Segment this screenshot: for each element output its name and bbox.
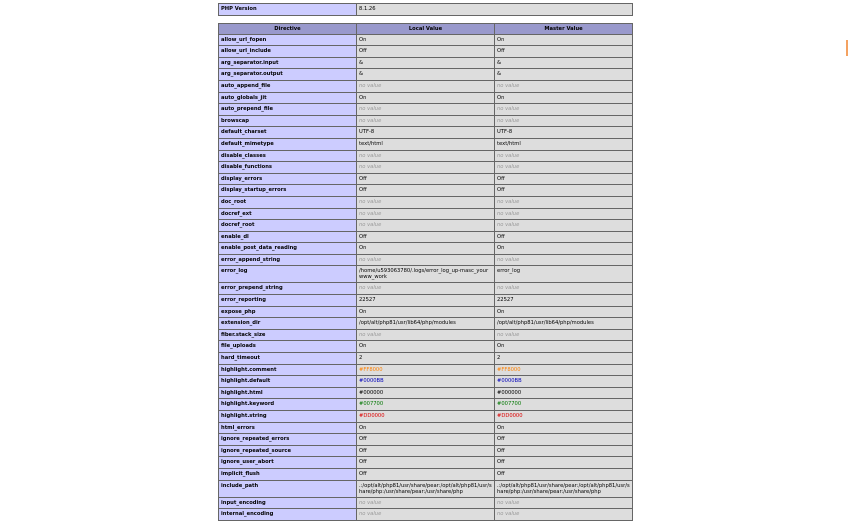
master-value: On <box>495 306 633 318</box>
phpinfo-page <box>218 3 632 521</box>
master-value <box>495 254 633 266</box>
directive-name: docref_ext <box>219 208 357 220</box>
table-row <box>219 104 633 116</box>
table-row <box>219 341 633 353</box>
local-value: Off <box>357 445 495 457</box>
directive-name: file_uploads <box>219 341 357 353</box>
directive-name: html_errors <box>219 422 357 434</box>
local-value <box>357 150 495 162</box>
directive-name: enable_dl <box>219 231 357 243</box>
directive-name: ignore_user_abort <box>219 457 357 469</box>
table-row <box>219 387 633 399</box>
no-value-text: no value <box>497 499 520 506</box>
table-row <box>219 162 633 174</box>
local-value: Off <box>357 231 495 243</box>
no-value-text: no value <box>359 256 382 263</box>
table-header-row <box>219 23 633 34</box>
directive-name: default_mimetype <box>219 138 357 150</box>
no-value-text: no value <box>359 152 382 159</box>
master-value: Off <box>495 457 633 469</box>
master-value: 2 <box>495 353 633 365</box>
directive-name: ignore_repeated_source <box>219 445 357 457</box>
directive-name: error_log <box>219 266 357 283</box>
no-value-text: no value <box>359 511 382 518</box>
no-value-text: no value <box>497 152 520 159</box>
table-row <box>219 34 633 46</box>
directive-name: hard_timeout <box>219 353 357 365</box>
no-value-text: no value <box>497 164 520 171</box>
local-value: Off <box>357 468 495 480</box>
master-value <box>495 208 633 220</box>
header-master-value: Master Value <box>495 23 633 34</box>
table-row <box>219 457 633 469</box>
header-directive: Directive <box>219 23 357 34</box>
master-value: error_log <box>495 266 633 283</box>
master-value: Off <box>495 173 633 185</box>
master-value: On <box>495 243 633 255</box>
local-value <box>357 254 495 266</box>
directive-name: highlight.keyword <box>219 399 357 411</box>
directive-name: doc_root <box>219 196 357 208</box>
local-value: Off <box>357 46 495 58</box>
master-value <box>495 220 633 232</box>
core-directives-table <box>218 23 633 521</box>
local-value: UTF-8 <box>357 127 495 139</box>
master-value <box>495 162 633 174</box>
table-row <box>219 127 633 139</box>
master-value <box>495 283 633 295</box>
directive-name: default_charset <box>219 127 357 139</box>
table-row <box>219 306 633 318</box>
table-row <box>219 115 633 127</box>
no-value-text: no value <box>497 285 520 292</box>
directive-name: disable_functions <box>219 162 357 174</box>
no-value-text: no value <box>497 256 520 263</box>
local-value <box>357 104 495 116</box>
no-value-text: no value <box>359 285 382 292</box>
master-value: On <box>495 34 633 46</box>
table-row <box>219 445 633 457</box>
directive-name: auto_prepend_file <box>219 104 357 116</box>
master-value <box>495 150 633 162</box>
local-value: 22527 <box>357 295 495 307</box>
directive-name: expose_php <box>219 306 357 318</box>
table-row <box>219 509 633 521</box>
no-value-text: no value <box>359 117 382 124</box>
master-value: #FF8000 <box>495 364 633 376</box>
directive-name: input_encoding <box>219 497 357 509</box>
directive-name: extension_dir <box>219 318 357 330</box>
local-value: #000000 <box>357 387 495 399</box>
local-value <box>357 220 495 232</box>
directive-name: allow_url_fopen <box>219 34 357 46</box>
directive-name: docref_root <box>219 220 357 232</box>
directive-name: allow_url_include <box>219 46 357 58</box>
table-row <box>219 411 633 423</box>
master-value: #DD0000 <box>495 411 633 423</box>
no-value-text: no value <box>497 331 520 338</box>
local-value: /home/u593063780/.logs/error_log_up-masc_yourwww_work <box>357 266 495 283</box>
table-row <box>219 92 633 104</box>
local-value: .:/opt/alt/php81/usr/share/pear:/opt/alt/php81/usr/share/php:/usr/share/pear:/usr/share/php <box>357 480 495 497</box>
table-row <box>219 208 633 220</box>
table-row <box>219 254 633 266</box>
php-version-label: PHP Version <box>219 4 357 16</box>
scrollbar-indicator[interactable] <box>846 40 848 56</box>
master-value <box>495 509 633 521</box>
local-value: Off <box>357 173 495 185</box>
local-value: On <box>357 341 495 353</box>
table-row <box>219 468 633 480</box>
local-value: On <box>357 243 495 255</box>
table-row <box>219 283 633 295</box>
directive-name: error_prepend_string <box>219 283 357 295</box>
php-version-value: 8.1.26 <box>357 4 633 16</box>
local-value: #0000BB <box>357 376 495 388</box>
table-row <box>219 364 633 376</box>
table-row <box>219 480 633 497</box>
directive-name: enable_post_data_reading <box>219 243 357 255</box>
directive-name: fiber.stack_size <box>219 329 357 341</box>
table-row <box>219 434 633 446</box>
local-value <box>357 208 495 220</box>
local-value <box>357 283 495 295</box>
master-value: Off <box>495 468 633 480</box>
php-version-table <box>218 3 633 16</box>
directive-name: implicit_flush <box>219 468 357 480</box>
master-value <box>495 104 633 116</box>
local-value: text/html <box>357 138 495 150</box>
local-value <box>357 509 495 521</box>
no-value-text: no value <box>497 117 520 124</box>
local-value: /opt/alt/php81/usr/lib64/php/modules <box>357 318 495 330</box>
local-value: Off <box>357 457 495 469</box>
table-row <box>219 220 633 232</box>
directive-name: include_path <box>219 480 357 497</box>
master-value: Off <box>495 185 633 197</box>
local-value <box>357 497 495 509</box>
local-value <box>357 115 495 127</box>
table-row <box>219 196 633 208</box>
local-value: #007700 <box>357 399 495 411</box>
master-value: /opt/alt/php81/usr/lib64/php/modules <box>495 318 633 330</box>
table-row <box>219 46 633 58</box>
master-value: On <box>495 422 633 434</box>
table-row <box>219 173 633 185</box>
master-value <box>495 329 633 341</box>
table-row <box>219 80 633 92</box>
master-value: #000000 <box>495 387 633 399</box>
no-value-text: no value <box>359 82 382 89</box>
local-value: & <box>357 69 495 81</box>
table-row <box>219 266 633 283</box>
master-value: Off <box>495 46 633 58</box>
master-value: On <box>495 92 633 104</box>
no-value-text: no value <box>359 106 382 113</box>
local-value <box>357 196 495 208</box>
no-value-text: no value <box>497 82 520 89</box>
master-value <box>495 497 633 509</box>
directive-name: arg_separator.output <box>219 69 357 81</box>
directive-name: highlight.comment <box>219 364 357 376</box>
table-row <box>219 57 633 69</box>
local-value: On <box>357 422 495 434</box>
no-value-text: no value <box>359 198 382 205</box>
local-value: On <box>357 92 495 104</box>
no-value-text: no value <box>497 511 520 518</box>
no-value-text: no value <box>497 210 520 217</box>
no-value-text: no value <box>497 106 520 113</box>
table-row <box>219 69 633 81</box>
php-version-row <box>219 4 633 16</box>
no-value-text: no value <box>359 210 382 217</box>
no-value-text: no value <box>497 198 520 205</box>
master-value: On <box>495 341 633 353</box>
table-row <box>219 318 633 330</box>
table-row <box>219 231 633 243</box>
master-value: 22527 <box>495 295 633 307</box>
directive-rows <box>219 34 633 520</box>
local-value: #DD0000 <box>357 411 495 423</box>
master-value: UTF-8 <box>495 127 633 139</box>
table-row <box>219 497 633 509</box>
master-value <box>495 196 633 208</box>
local-value: Off <box>357 185 495 197</box>
local-value <box>357 329 495 341</box>
table-row <box>219 295 633 307</box>
table-row <box>219 185 633 197</box>
local-value <box>357 80 495 92</box>
master-value: text/html <box>495 138 633 150</box>
local-value: On <box>357 34 495 46</box>
master-value: Off <box>495 231 633 243</box>
master-value: .:/opt/alt/php81/usr/share/pear:/opt/alt/php81/usr/share/php:/usr/share/pear:/usr/share/php <box>495 480 633 497</box>
local-value <box>357 162 495 174</box>
no-value-text: no value <box>359 164 382 171</box>
directive-name: error_append_string <box>219 254 357 266</box>
directive-name: internal_encoding <box>219 509 357 521</box>
master-value: Off <box>495 434 633 446</box>
master-value: Off <box>495 445 633 457</box>
directive-name: browscap <box>219 115 357 127</box>
table-row <box>219 150 633 162</box>
local-value: On <box>357 306 495 318</box>
directive-name: display_errors <box>219 173 357 185</box>
master-value <box>495 115 633 127</box>
table-row <box>219 399 633 411</box>
table-row <box>219 329 633 341</box>
directive-name: auto_globals_jit <box>219 92 357 104</box>
directive-name: display_startup_errors <box>219 185 357 197</box>
master-value: #0000BB <box>495 376 633 388</box>
directive-name: arg_separator.input <box>219 57 357 69</box>
directive-name: highlight.default <box>219 376 357 388</box>
no-value-text: no value <box>359 331 382 338</box>
directive-name: disable_classes <box>219 150 357 162</box>
no-value-text: no value <box>359 499 382 506</box>
directive-name: highlight.string <box>219 411 357 423</box>
table-row <box>219 243 633 255</box>
table-row <box>219 376 633 388</box>
master-value <box>495 80 633 92</box>
local-value: & <box>357 57 495 69</box>
directive-name: ignore_repeated_errors <box>219 434 357 446</box>
table-row <box>219 422 633 434</box>
header-local-value: Local Value <box>357 23 495 34</box>
no-value-text: no value <box>497 222 520 229</box>
table-row <box>219 138 633 150</box>
directive-name: auto_append_file <box>219 80 357 92</box>
directive-name: highlight.html <box>219 387 357 399</box>
no-value-text: no value <box>359 222 382 229</box>
local-value: #FF8000 <box>357 364 495 376</box>
local-value: Off <box>357 434 495 446</box>
master-value: & <box>495 57 633 69</box>
directive-name: error_reporting <box>219 295 357 307</box>
local-value: 2 <box>357 353 495 365</box>
master-value: #007700 <box>495 399 633 411</box>
master-value: & <box>495 69 633 81</box>
table-row <box>219 353 633 365</box>
